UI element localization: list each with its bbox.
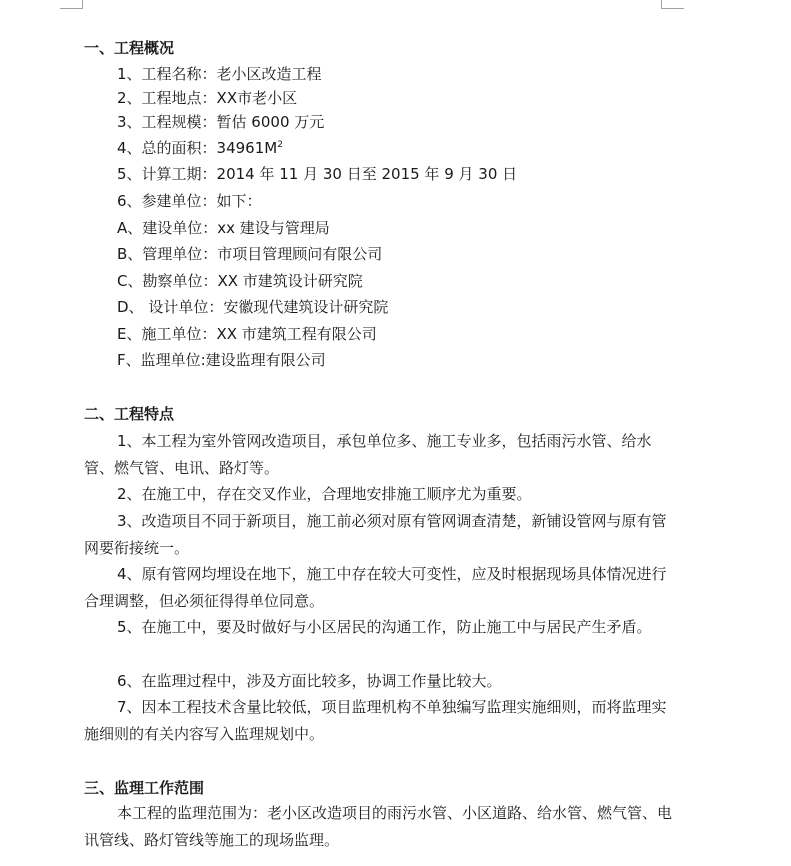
list-item: E、施工单位：XX 市建筑工程有限公司 — [117, 325, 377, 343]
area-superscript: 2 — [277, 140, 283, 150]
list-item: F、监理单位:建设监理有限公司 — [117, 351, 326, 369]
list-item: B、管理单位：市项目管理顾问有限公司 — [117, 245, 383, 263]
list-item: A、建设单位：xx 建设与管理局 — [117, 219, 330, 237]
paragraph: 5、在施工中，要及时做好与小区居民的沟通工作，防止施工中与居民产生矛盾。 — [117, 618, 652, 636]
paragraph: 1、本工程为室外管网改造项目，承包单位多、施工专业多，包括雨污水管、给水管、燃气管、电讯、路灯等。 — [84, 432, 652, 477]
list-item: 5、计算工期：2014 年 11 月 30 日至 2015 年 9 月 30 日 — [117, 165, 518, 183]
section-heading: 二、工程特点 — [84, 405, 175, 423]
paragraph: 7、因本工程技术含量比较低，项目监理机构不单独编写监理实施细则，而将监理实施细则的有关内容写入监理规划中。 — [84, 698, 667, 743]
list-item: 3、工程规模：暂估 6000 万元 — [117, 113, 325, 131]
list-item: 1、工程名称：老小区改造工程 — [117, 65, 322, 83]
list-item: D、 设计单位：安徽现代建筑设计研究院 — [117, 298, 389, 316]
list-item: 6、参建单位：如下： — [117, 192, 262, 210]
section-heading: 三、监理工作范围 — [84, 779, 205, 797]
paragraph: 6、在监理过程中，涉及方面比较多，协调工作量比较大。 — [117, 672, 502, 690]
section-heading: 一、工程概况 — [84, 39, 175, 57]
list-item: 2、工程地点：XX市老小区 — [117, 89, 298, 107]
paragraph: 3、改造项目不同于新项目，施工前必须对原有管网调查清楚，新铺设管网与原有管网要衔接统一。 — [84, 512, 667, 557]
list-item-area — [117, 138, 283, 158]
paragraph: 2、在施工中，存在交叉作业，合理地安排施工顺序尤为重要。 — [117, 485, 532, 503]
list-item: C、勘察单位：XX 市建筑设计研究院 — [117, 272, 363, 290]
paragraph: 4、原有管网均埋设在地下，施工中存在较大可变性，应及时根据现场具体情况进行合理调整，但必须征得得单位同意。 — [84, 565, 667, 610]
area-text: 4、总的面积：34961M — [117, 139, 278, 157]
paragraph: 本工程的监理范围为：老小区改造项目的雨污水管、小区道路、给水管、燃气管、电讯管线、路灯管线等施工的现场监理。 — [84, 804, 673, 849]
